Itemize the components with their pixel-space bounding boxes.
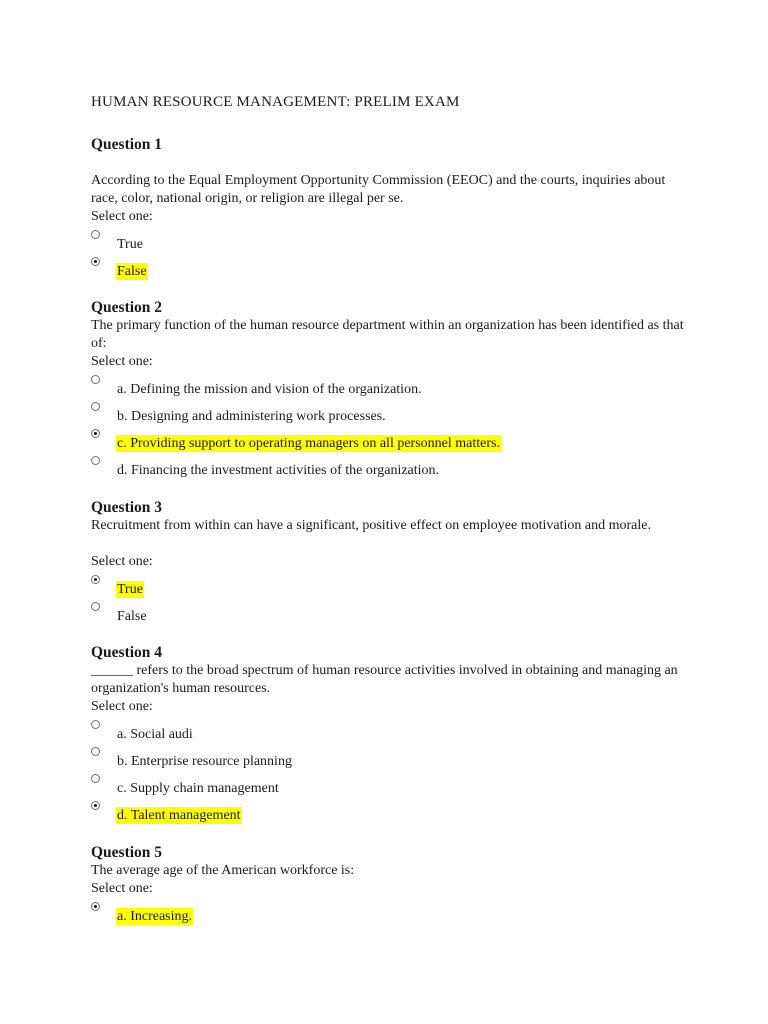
- question-4-option-1[interactable]: [91, 720, 651, 742]
- question-2-option-1[interactable]: [91, 375, 651, 397]
- question-5-option-1[interactable]: [91, 902, 651, 924]
- question-1-option-1[interactable]: [91, 230, 651, 252]
- radio-button[interactable]: [91, 456, 100, 465]
- question-1-option-2[interactable]: [91, 257, 651, 279]
- radio-button[interactable]: [91, 375, 100, 384]
- question-2-option-3[interactable]: [91, 429, 651, 451]
- question-4-option-3[interactable]: [91, 774, 651, 796]
- question-1-heading: Question 1: [91, 136, 163, 153]
- option-label: False: [117, 264, 147, 279]
- option-label: b. Designing and administering work processes.: [117, 409, 386, 424]
- radio-button[interactable]: [91, 902, 100, 911]
- question-2-option-4[interactable]: [91, 456, 651, 478]
- question-4-option-4[interactable]: [91, 801, 651, 823]
- question-3-text: Recruitment from within can have a significant, positive effect on employee motivation and morale.: [91, 518, 651, 533]
- option-label: a. Increasing.: [117, 909, 193, 924]
- question-5-select-one: Select one:: [91, 881, 153, 896]
- question-5-text: The average age of the American workforce is:: [91, 863, 355, 878]
- question-2-option-2[interactable]: [91, 402, 651, 424]
- question-4-heading: Question 4: [91, 644, 163, 661]
- question-2-select-one: Select one:: [91, 354, 153, 369]
- option-label: False: [117, 609, 147, 624]
- option-label: c. Supply chain management: [117, 781, 279, 796]
- question-1-text: According to the Equal Employment Opportunity Commission (EEOC) and the courts, inquiries about race, color, national origin, or religion are illegal per se.: [91, 173, 666, 206]
- question-2-heading: Question 2: [91, 299, 163, 316]
- question-4-option-2[interactable]: [91, 747, 651, 769]
- option-label: a. Defining the mission and vision of the organization.: [117, 382, 422, 397]
- question-4-select-one: Select one:: [91, 699, 153, 714]
- radio-button[interactable]: [91, 774, 100, 783]
- radio-button[interactable]: [91, 257, 100, 266]
- question-1-select-one: Select one:: [91, 209, 153, 224]
- option-label: True: [117, 582, 143, 597]
- option-label: b. Enterprise resource planning: [117, 754, 292, 769]
- option-label: d. Financing the investment activities of the organization.: [117, 463, 440, 478]
- question-2-text: The primary function of the human resource department within an organization has been identified as that of:: [91, 318, 684, 351]
- radio-button[interactable]: [91, 747, 100, 756]
- radio-button[interactable]: [91, 575, 100, 584]
- question-3-option-2[interactable]: [91, 602, 651, 624]
- option-label: True: [117, 237, 143, 252]
- page-title: HUMAN RESOURCE MANAGEMENT: PRELIM EXAM: [91, 94, 460, 110]
- radio-button[interactable]: [91, 429, 100, 438]
- radio-button[interactable]: [91, 720, 100, 729]
- option-label: a. Social audi: [117, 727, 193, 742]
- question-4-text: ______ refers to the broad spectrum of human resource activities involved in obtaining and managing an organization's human resources.: [91, 663, 678, 696]
- question-3-option-1[interactable]: [91, 575, 651, 597]
- radio-button[interactable]: [91, 602, 100, 611]
- radio-button[interactable]: [91, 402, 100, 411]
- option-label: d. Talent management: [117, 808, 241, 823]
- question-3-select-one: Select one:: [91, 554, 153, 569]
- question-3-heading: Question 3: [91, 499, 163, 516]
- option-label: c. Providing support to operating managers on all personnel matters.: [117, 436, 500, 451]
- radio-button[interactable]: [91, 801, 100, 810]
- radio-button[interactable]: [91, 230, 100, 239]
- question-5-heading: Question 5: [91, 844, 163, 861]
